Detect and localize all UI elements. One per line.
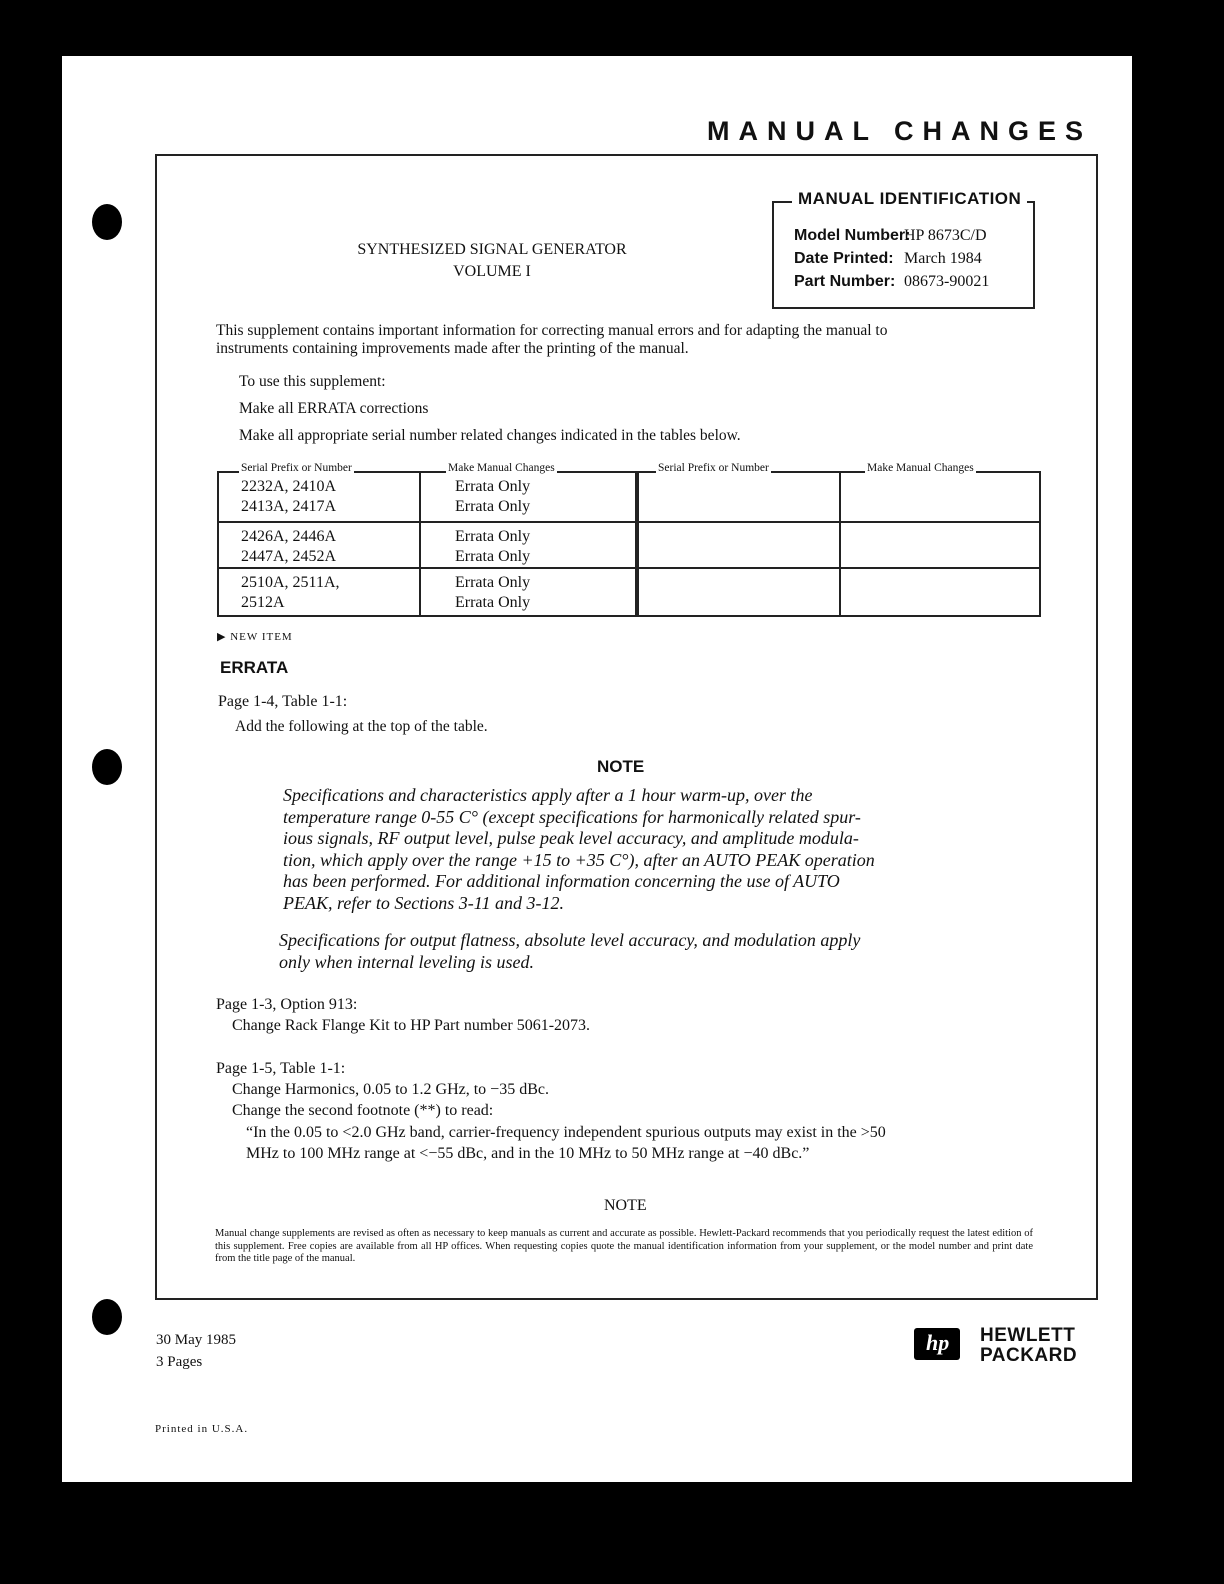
part-number-value: 08673-90021 bbox=[904, 273, 990, 290]
arrow-right-icon: ▶ bbox=[217, 631, 227, 643]
errata-ref-3: Page 1-5, Table 1-1: bbox=[216, 1060, 346, 1077]
issue-date: 30 May 1985 bbox=[156, 1332, 236, 1348]
change-cell: Errata Only bbox=[455, 498, 531, 515]
model-number-row bbox=[794, 227, 987, 245]
column-header-changes: Make Manual Changes bbox=[448, 462, 555, 474]
use-step-2: Make all appropriate serial number related changes indicated in the tables below. bbox=[239, 427, 741, 444]
bottom-note-text: Manual change supplements are revised as often as necessary to keep manuals as current and accurate as possible. Hewlett-Packard recommends that you periodically request the latest edition of this supplement. Free copies are available from all HP offices. When requesting copies quote the manual identification information from your supplement, or the model number and print date from the title page of the manual. bbox=[215, 1228, 1033, 1264]
document-page bbox=[62, 56, 1132, 1482]
note-line: temperature range 0-55 C° (except specifications for harmonically related spur- bbox=[283, 806, 861, 827]
intro-line-1: This supplement contains important information for correcting manual errors and for adapting the manual to bbox=[216, 322, 888, 339]
serial-cell: 2426A, 2446A bbox=[241, 528, 337, 545]
binder-hole bbox=[92, 204, 122, 240]
serial-table-left bbox=[217, 471, 637, 617]
errata-heading: ERRATA bbox=[220, 658, 289, 677]
errata-ref-2: Page 1-3, Option 913: bbox=[216, 996, 358, 1013]
page-title: MANUAL CHANGES bbox=[707, 116, 1093, 146]
serial-cell: 2447A, 2452A bbox=[241, 548, 337, 565]
use-heading: To use this supplement: bbox=[239, 373, 386, 390]
errata-quote-1: “In the 0.05 to <2.0 GHz band, carrier-frequency independent spurious outputs may exist in the >50 bbox=[246, 1124, 886, 1141]
new-item-legend bbox=[217, 630, 293, 643]
column-header-serial: Serial Prefix or Number bbox=[658, 462, 769, 474]
note-line: Specifications for output flatness, absolute level accuracy, and modulation apply bbox=[279, 930, 861, 950]
column-header-serial: Serial Prefix or Number bbox=[241, 462, 352, 474]
column-header-changes: Make Manual Changes bbox=[867, 462, 974, 474]
note-line: has been performed. For additional information concerning the use of AUTO bbox=[283, 871, 840, 891]
table-row bbox=[218, 472, 636, 522]
note-heading: NOTE bbox=[597, 757, 645, 776]
change-cell: Errata Only bbox=[455, 548, 531, 565]
use-step-1: Make all ERRATA corrections bbox=[239, 400, 429, 417]
note-paragraph-2 bbox=[279, 930, 979, 973]
model-number-label: Model Number: bbox=[794, 227, 911, 244]
company-name bbox=[980, 1326, 1077, 1366]
binder-hole bbox=[92, 749, 122, 785]
change-cell: Errata Only bbox=[455, 528, 531, 545]
serial-cell: 2512A bbox=[241, 594, 285, 611]
table-row bbox=[638, 522, 1040, 568]
errata-text-3a: Change Harmonics, 0.05 to 1.2 GHz, to −35 dBc. bbox=[232, 1081, 549, 1098]
errata-text-3b: Change the second footnote (**) to read: bbox=[232, 1102, 494, 1119]
change-cell: Errata Only bbox=[455, 594, 531, 611]
model-number-value: HP 8673C/D bbox=[904, 227, 987, 244]
note-line: ious signals, RF output level, pulse peak level accuracy, and amplitude modula- bbox=[283, 828, 859, 848]
company-name-line-2: PACKARD bbox=[980, 1345, 1078, 1366]
serial-cell: 2232A, 2410A bbox=[241, 478, 337, 495]
note-paragraph-1 bbox=[283, 785, 973, 914]
date-printed-label: Date Printed: bbox=[794, 250, 894, 267]
document-title: SYNTHESIZED SIGNAL GENERATOR bbox=[357, 241, 627, 258]
hp-logo-text: hp bbox=[926, 1330, 950, 1355]
table-row bbox=[638, 472, 1040, 522]
errata-text-2: Change Rack Flange Kit to HP Part number 5061-2073. bbox=[232, 1017, 591, 1034]
part-number-label: Part Number: bbox=[794, 273, 896, 290]
errata-ref-1: Page 1-4, Table 1-1: bbox=[218, 693, 348, 710]
page-count: 3 Pages bbox=[156, 1354, 203, 1370]
hp-logo-icon bbox=[914, 1328, 960, 1360]
intro-line-2: instruments containing improvements made after the printing of the manual. bbox=[216, 340, 689, 357]
table-row bbox=[218, 568, 636, 616]
bottom-note-heading: NOTE bbox=[604, 1197, 647, 1214]
date-printed-value: March 1984 bbox=[904, 250, 982, 267]
manual-identification-heading: MANUAL IDENTIFICATION bbox=[792, 189, 1027, 209]
serial-cell: 2510A, 2511A, bbox=[241, 574, 340, 591]
note-line: Specifications and characteristics apply after a 1 hour warm-up, over the bbox=[283, 785, 813, 805]
note-line: only when internal leveling is used. bbox=[279, 951, 534, 972]
manual-identification-box bbox=[772, 189, 1035, 309]
serial-table-right bbox=[637, 471, 1041, 617]
date-printed-row bbox=[794, 250, 982, 268]
change-cell: Errata Only bbox=[455, 574, 531, 591]
change-cell: Errata Only bbox=[455, 478, 531, 495]
part-number-row bbox=[794, 273, 989, 291]
note-line: tion, which apply over the range +15 to +35 C°), after an AUTO PEAK operation bbox=[283, 849, 875, 870]
document-volume: VOLUME I bbox=[453, 263, 531, 280]
note-line: PEAK, refer to Sections 3-11 and 3-12. bbox=[283, 892, 564, 913]
serial-cell: 2413A, 2417A bbox=[241, 498, 337, 515]
table-row bbox=[638, 568, 1040, 616]
binder-hole bbox=[92, 1299, 122, 1335]
company-name-line-1: HEWLETT bbox=[980, 1325, 1076, 1346]
errata-quote-2: MHz to 100 MHz range at <−55 dBc, and in the 10 MHz to 50 MHz range at −40 dBc.” bbox=[246, 1145, 810, 1162]
errata-text-1: Add the following at the top of the table. bbox=[235, 718, 488, 735]
printed-in: Printed in U.S.A. bbox=[155, 1423, 249, 1435]
table-row bbox=[218, 522, 636, 568]
new-item-label: NEW ITEM bbox=[230, 631, 293, 643]
